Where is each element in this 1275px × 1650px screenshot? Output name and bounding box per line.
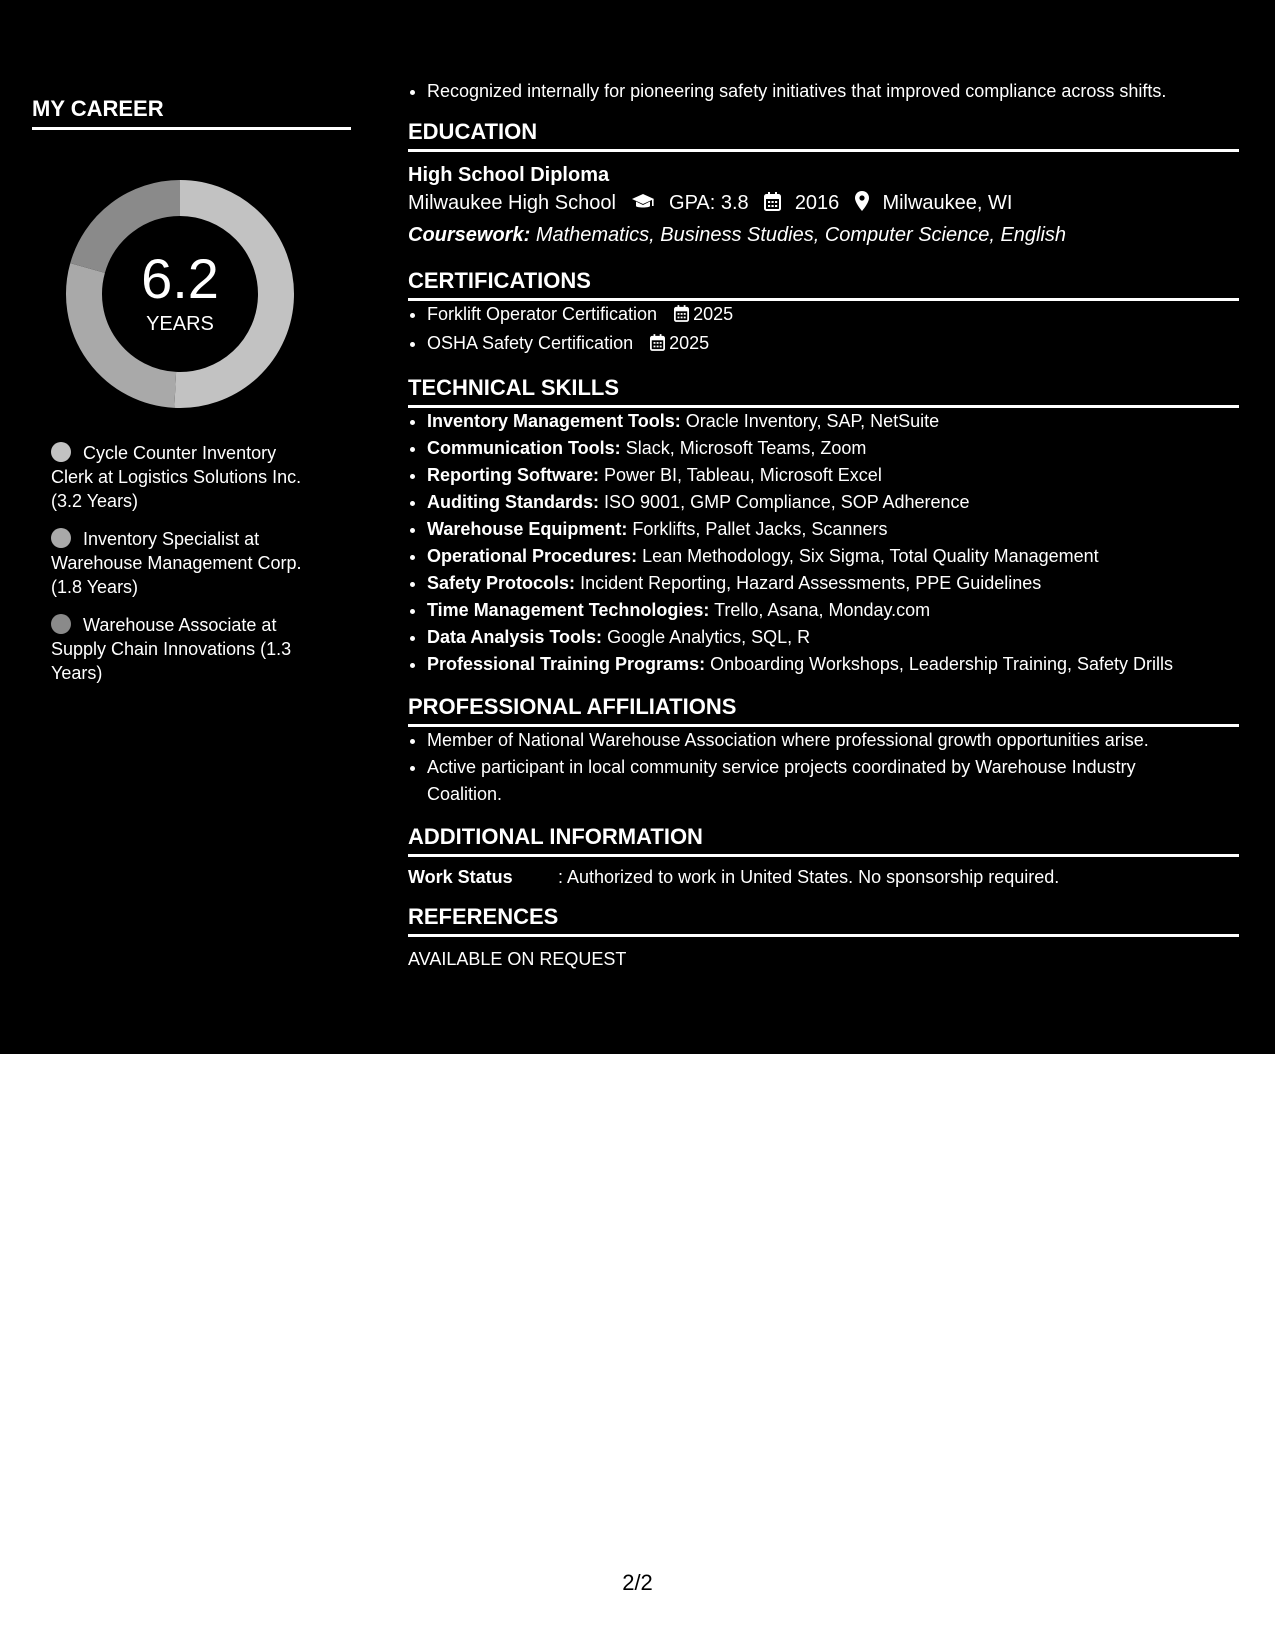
skill-item <box>427 543 1239 570</box>
coursework-value: Mathematics, Business Studies, Computer Science, English <box>535 224 1067 246</box>
certifications-list <box>408 301 1239 359</box>
skill-item <box>427 624 1239 651</box>
education-title: EDUCATION <box>408 119 1239 152</box>
total-years-value: 6.2 <box>141 247 219 310</box>
work-status-label: Work Status <box>408 867 513 887</box>
additional-info-section <box>408 824 1239 888</box>
legend-dot-icon <box>51 614 71 634</box>
legend-dot-icon <box>51 442 71 462</box>
resume-main <box>408 78 1239 970</box>
skill-label: Communication Tools: <box>427 438 621 458</box>
calendar-icon <box>650 332 665 359</box>
skill-item <box>427 597 1239 624</box>
skill-label: Data Analysis Tools: <box>427 627 603 647</box>
skill-value: Forklifts, Pallet Jacks, Scanners <box>632 519 888 539</box>
certification-name: OSHA Safety Certification <box>427 333 634 353</box>
page-number: 2/2 <box>622 1570 653 1595</box>
education-coursework <box>408 220 1239 250</box>
skill-label: Professional Training Programs: <box>427 654 706 674</box>
skill-value: Onboarding Workshops, Leadership Training, Safety Drills <box>710 654 1173 674</box>
additional-info-title: ADDITIONAL INFORMATION <box>408 824 1239 857</box>
skill-value: Power BI, Tableau, Microsoft Excel <box>604 465 882 485</box>
skill-value: Google Analytics, SQL, R <box>607 627 811 647</box>
education-section <box>408 119 1239 250</box>
certification-year: 2025 <box>693 304 734 324</box>
skill-item <box>427 435 1239 462</box>
skill-value: Slack, Microsoft Teams, Zoom <box>625 438 867 458</box>
years-label: YEARS <box>146 313 214 335</box>
skill-value: Oracle Inventory, SAP, NetSuite <box>685 411 940 431</box>
sidebar-title: MY CAREER <box>32 96 351 130</box>
skills-section <box>408 375 1239 678</box>
career-donut-chart <box>65 179 295 409</box>
skill-label: Time Management Technologies: <box>427 600 710 620</box>
skill-item <box>427 462 1239 489</box>
calendar-icon <box>764 190 781 220</box>
donut-center <box>65 179 295 409</box>
certification-name: Forklift Operator Certification <box>427 304 658 324</box>
career-list <box>32 441 351 685</box>
career-text: Inventory Specialist at Warehouse Management Corp. (1.8 Years) <box>51 529 302 597</box>
education-year: 2016 <box>794 192 840 214</box>
location-pin-icon <box>855 190 869 220</box>
skill-item <box>427 651 1239 678</box>
career-text: Cycle Counter Inventory Clerk at Logistics Solutions Inc. (3.2 Years) <box>51 443 302 511</box>
career-text: Warehouse Associate at Supply Chain Innovations (1.3 Years) <box>51 615 292 683</box>
certification-item <box>427 330 1239 359</box>
affiliations-title: PROFESSIONAL AFFILIATIONS <box>408 694 1239 727</box>
legend-dot-icon <box>51 528 71 548</box>
certifications-title: CERTIFICATIONS <box>408 268 1239 301</box>
career-item <box>51 441 321 513</box>
skill-value: Lean Methodology, Six Sigma, Total Quality Management <box>642 546 1099 566</box>
education-location: Milwaukee, WI <box>882 192 1013 214</box>
calendar-icon <box>674 303 689 330</box>
affiliation-item: • Member of National Warehouse Association where professional growth opportunities arise. <box>427 727 1207 754</box>
education-degree: High School Diploma <box>408 164 610 186</box>
skill-item <box>427 516 1239 543</box>
skills-list <box>408 408 1239 678</box>
affiliation-item: • Active participant in local community service projects coordinated by Warehouse Industry Coalition. <box>427 754 1207 808</box>
affiliations-list <box>408 727 1207 808</box>
graduation-cap-icon <box>631 190 655 220</box>
skill-label: Reporting Software: <box>427 465 600 485</box>
career-item <box>51 527 321 599</box>
skill-value: Trello, Asana, Monday.com <box>714 600 931 620</box>
education-gpa: GPA: 3.8 <box>669 192 749 214</box>
education-details <box>408 188 1239 220</box>
certification-year: 2025 <box>669 333 710 353</box>
affiliations-section <box>408 694 1239 808</box>
career-sidebar <box>32 96 351 699</box>
experience-bullets <box>408 78 1239 105</box>
skill-label: Auditing Standards: <box>427 492 599 512</box>
references-section <box>408 904 1239 970</box>
education-school: Milwaukee High School <box>408 192 616 214</box>
skill-label: Operational Procedures: <box>427 546 638 566</box>
certifications-section <box>408 268 1239 359</box>
skill-item <box>427 570 1239 597</box>
skill-item <box>427 489 1239 516</box>
references-title: REFERENCES <box>408 904 1239 937</box>
experience-bullet: • Recognized internally for pioneering safety initiatives that improved compliance across shifts. <box>427 78 1239 105</box>
skill-value: Incident Reporting, Hazard Assessments, PPE Guidelines <box>580 573 1042 593</box>
skill-label: Safety Protocols: <box>427 573 576 593</box>
work-status-value: : Authorized to work in United States. No sponsorship required. <box>558 867 1060 887</box>
skill-value: ISO 9001, GMP Compliance, SOP Adherence <box>604 492 970 512</box>
skill-label: Warehouse Equipment: <box>427 519 628 539</box>
certification-item <box>427 301 1239 330</box>
work-status <box>408 867 1239 888</box>
skill-item <box>427 408 1239 435</box>
skills-title: TECHNICAL SKILLS <box>408 375 1239 408</box>
skill-label: Inventory Management Tools: <box>427 411 681 431</box>
references-text: AVAILABLE ON REQUEST <box>408 949 627 969</box>
coursework-label: Coursework: <box>408 224 531 246</box>
career-item <box>51 613 321 685</box>
